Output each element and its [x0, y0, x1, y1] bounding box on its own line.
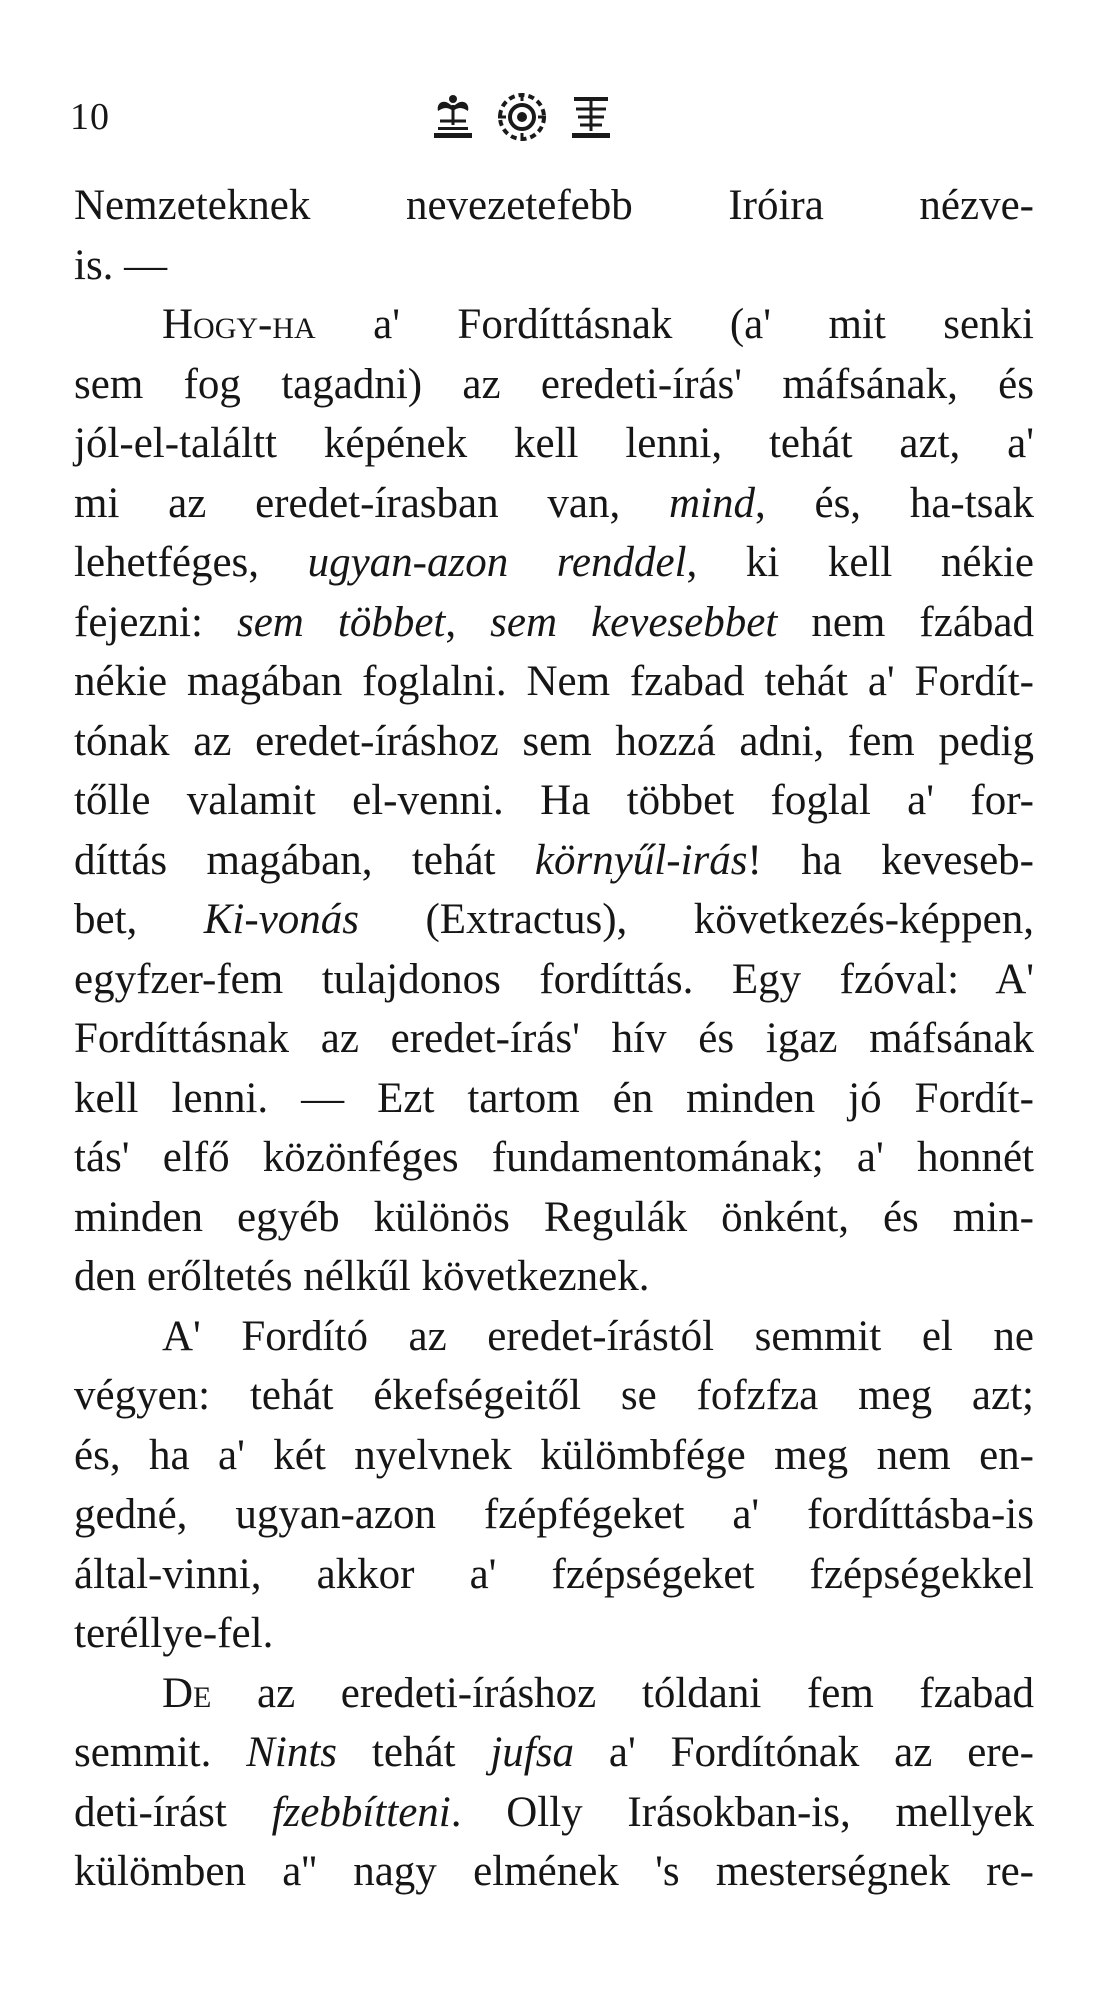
paragraph-line: teréllye-fel. — [74, 1610, 274, 1657]
paragraph-line: gedné, ugyan-azon fzépfégeket a' fordíttásba-is — [74, 1491, 1034, 1538]
paragraph-line: deti-írást fzebbítteni. Olly Irásokban-is, mellyek — [74, 1788, 1034, 1836]
paragraph-line: jól-el-találtt képének kell lenni, tehát azt, a' — [74, 420, 1034, 467]
paragraph-line: mi az eredet-írasban van, mind, és, ha-tsak — [74, 479, 1034, 527]
text-line: is. — — [74, 241, 168, 289]
paragraph-line: tőlle valamit el-venni. Ha többet foglal a' for- — [74, 777, 1034, 824]
paragraph-line: Hogy-ha a' Fordíttásnak (a' mit senki — [162, 301, 1034, 348]
paragraph-line: fejezni: sem többet, sem kevesebbet nem fzábad — [74, 598, 1034, 646]
paragraph-line: és, ha a' két nyelvnek külömbfége meg nem en- — [74, 1431, 1034, 1479]
paragraph-line: külömben a'' nagy elmének 's mesterségnek re- — [74, 1848, 1034, 1895]
paragraph-line: lehetféges, ugyan-azon renddel, ki kell nékie — [74, 539, 1034, 586]
paragraph-line: nékie magában foglalni. Nem fzabad tehát a' Fordít- — [74, 658, 1034, 705]
paragraph-line: által-vinni, akkor a' fzépségeket fzépségekkel — [74, 1550, 1034, 1598]
paragraph-line: semmit. Nints tehát jufsa a' Fordítónak az ere- — [74, 1729, 1034, 1776]
paragraph-line: tónak az eredet-íráshoz sem hozzá adni, fem pedig — [74, 717, 1034, 765]
page-header — [70, 95, 1030, 155]
left-flower-ornament-icon — [430, 91, 476, 143]
paragraph-line: De az eredeti-íráshoz tóldani fem fzabad — [162, 1669, 1034, 1717]
page-number: 10 — [70, 96, 110, 138]
paragraph-line: tás' elfő közönféges fundamentomának; a' honnét — [74, 1134, 1034, 1181]
page-body-text — [74, 176, 1034, 1902]
paragraph-line: den erőltetés nélkűl következnek. — [74, 1253, 650, 1300]
paragraph-line: A' Fordító az eredet-írástól semmit el ne — [162, 1312, 1034, 1360]
text-line: Nemzeteknek nevezetefebb Iróira nézve- — [74, 182, 1034, 229]
paragraph-line: Fordíttásnak az eredet-írás' hív és igaz máfsának — [74, 1015, 1034, 1062]
paragraph-line: bet, Ki-vonás (Extractus), következés-képpen, — [74, 896, 1034, 943]
header-ornament — [430, 91, 614, 143]
paragraph-line: kell lenni. — Ezt tartom én minden jó Fordít- — [74, 1074, 1034, 1122]
right-flower-ornament-icon — [568, 91, 614, 143]
paragraph-line: végyen: tehát ékefségeitől se fofzfza meg azt; — [74, 1372, 1034, 1419]
paragraph-line: sem fog tagadni) az eredeti-írás' máfsának, és — [74, 360, 1034, 408]
paragraph-line: egyfzer-fem tulajdonos fordíttás. Egy fzóval: A' — [74, 955, 1034, 1003]
paragraph-line: minden egyéb különös Regulák önként, és min- — [74, 1193, 1034, 1241]
center-rosette-ornament-icon — [496, 91, 548, 143]
paragraph-line: díttás magában, tehát környűl-irás! ha keveseb- — [74, 836, 1034, 884]
